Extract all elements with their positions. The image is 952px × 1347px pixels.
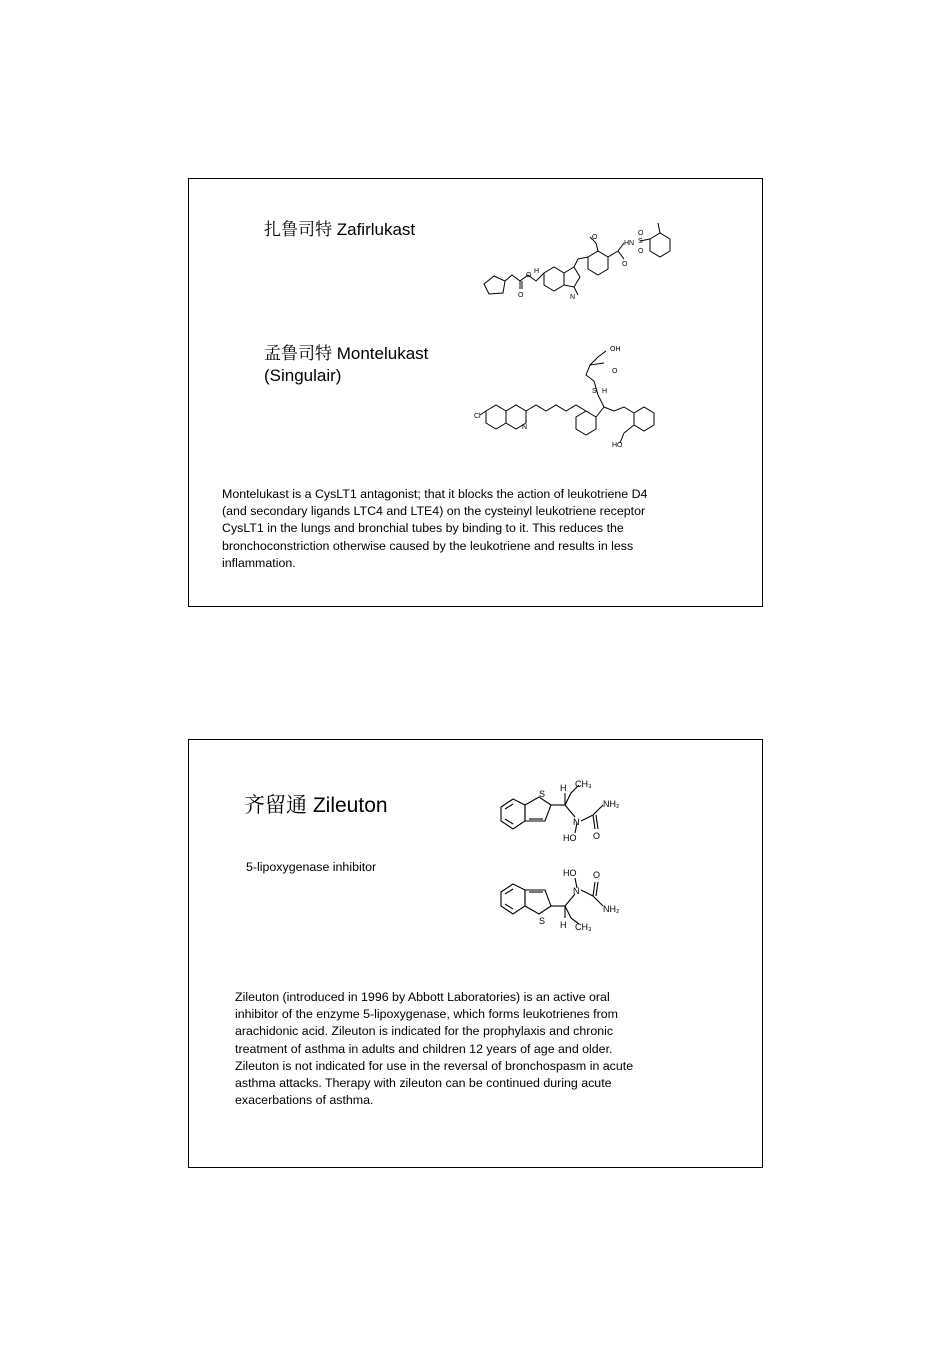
- montelukast-description: [222, 486, 647, 572]
- zafirlukast-atom-o5: O: [638, 230, 644, 237]
- montelukast-atom-o: O: [612, 368, 618, 375]
- montelukast-description-line: CysLT1 in the lungs and bronchial tubes by binding to it. This reduces the: [222, 521, 624, 536]
- zafirlukast-structure: [474, 209, 704, 319]
- montelukast-chinese-name: 孟鲁司特: [264, 344, 332, 364]
- zileuton-description-line: asthma attacks. Therapy with zileuton can be continued during acute: [235, 1076, 612, 1091]
- zafirlukast-atom-o4: O: [622, 261, 628, 268]
- zileuton-english-name: Zileuton: [312, 794, 388, 817]
- zafirlukast-atom-n: N: [570, 294, 576, 301]
- montelukast-description-line: inflammation.: [222, 555, 296, 570]
- zileuton1-atom-ho: HO: [563, 833, 577, 843]
- zileuton2-atom-ho: HO: [563, 868, 577, 878]
- montelukast-english-name: Montelukast: [336, 344, 429, 363]
- zileuton-description-line: Zileuton (introduced in 1996 by Abbott Laboratories) is an active oral: [235, 990, 610, 1004]
- zileuton2-atom-nh2: NH₂: [603, 904, 620, 914]
- montelukast-description-line: (and secondary ligands LTC4 and LTE4) on the cysteinyl leukotriene receptor: [222, 504, 646, 519]
- zileuton1-atom-o: O: [593, 831, 601, 841]
- montelukast-structure: [474, 337, 704, 457]
- zafirlukast-atom-o3: O: [592, 234, 598, 241]
- zileuton-description-line: arachidonic acid. Zileuton is indicated for the prophylaxis and chronic: [235, 1024, 614, 1039]
- zileuton2-atom-o: O: [593, 870, 601, 880]
- zileuton1-atom-ch3: CH₃: [575, 779, 592, 789]
- zileuton-structure-1: [499, 775, 659, 855]
- zileuton2-atom-n: N: [573, 886, 580, 896]
- zileuton-description-line: exacerbations of asthma.: [235, 1093, 374, 1108]
- slide-zileuton: [188, 739, 763, 1168]
- zileuton2-atom-h: H: [560, 920, 567, 930]
- slide-leukotriene-antagonists: [188, 178, 763, 607]
- montelukast-title: [264, 343, 428, 387]
- zafirlukast-chinese-name: 扎鲁司特: [264, 220, 332, 240]
- zafirlukast-atom-h: H: [534, 268, 540, 275]
- montelukast-atom-cl: Cl: [474, 413, 481, 420]
- zileuton1-atom-n: N: [573, 817, 580, 827]
- montelukast-atom-s: S: [592, 388, 597, 395]
- zafirlukast-atom-hn: HN: [624, 240, 635, 247]
- zileuton2-atom-s: S: [539, 916, 546, 926]
- montelukast-atom-n: N: [522, 424, 528, 431]
- zileuton-description-line: Zileuton is not indicated for use in the reversal of bronchospasm in acute: [235, 1058, 634, 1073]
- zileuton1-atom-h: H: [560, 783, 567, 793]
- zileuton1-atom-nh2: NH₂: [603, 799, 620, 809]
- zileuton2-atom-ch3: CH₃: [575, 922, 592, 932]
- montelukast-brand-name: (Singulair): [264, 366, 342, 385]
- zafirlukast-atom-s: S: [638, 238, 643, 245]
- zileuton-description-line: treatment of asthma in adults and children 12 years of age and older.: [235, 1041, 613, 1056]
- zafirlukast-title: [264, 219, 415, 241]
- zileuton-subtitle: 5-lipoxygenase inhibitor: [246, 860, 377, 874]
- zileuton-title: [244, 792, 388, 819]
- montelukast-description-line: Montelukast is a CysLT1 antagonist; that it blocks the action of leukotriene D4: [222, 487, 648, 501]
- zileuton-description-line: inhibitor of the enzyme 5-lipoxygenase, which forms leukotrienes from: [235, 1007, 618, 1022]
- zafirlukast-atom-o2: O: [518, 292, 524, 299]
- zafirlukast-atom-o: O: [526, 272, 532, 279]
- zafirlukast-atom-o6: O: [638, 248, 644, 255]
- montelukast-atom-oh: OH: [610, 346, 621, 353]
- montelukast-atom-ho: HO: [612, 442, 623, 449]
- montelukast-atom-h: H: [602, 388, 608, 395]
- zileuton-structure-2: [499, 858, 659, 938]
- zafirlukast-english-name: Zafirlukast: [336, 220, 416, 239]
- zileuton-chinese-name: 齐留通: [244, 793, 307, 817]
- montelukast-description-line: bronchoconstriction otherwise caused by the leukotriene and results in less: [222, 538, 634, 553]
- zileuton1-atom-s: S: [539, 789, 546, 799]
- zileuton-description: [235, 989, 633, 1109]
